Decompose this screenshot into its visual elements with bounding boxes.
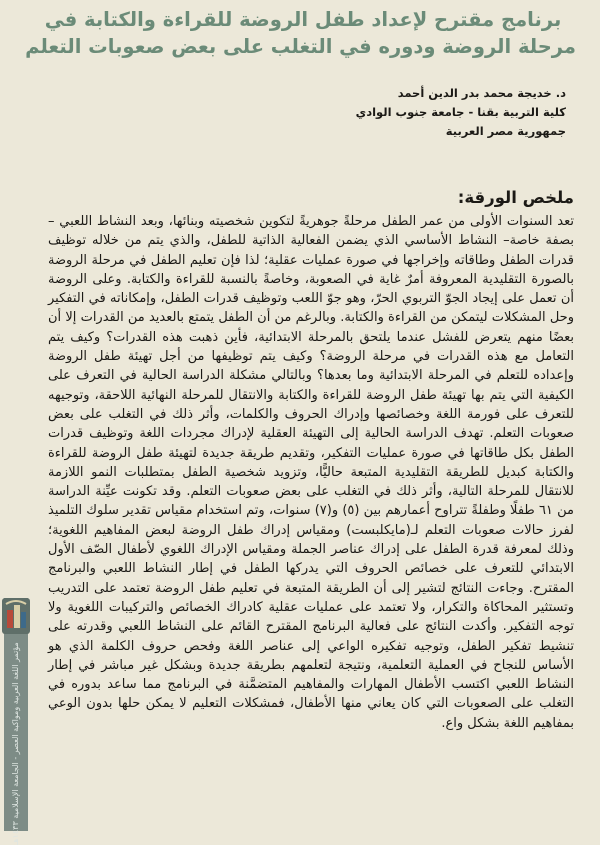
- title-line-2: مرحلة الروضة ودوره في التغلب على بعض صعوبات التعلم: [25, 35, 576, 58]
- conference-logo-icon: [0, 596, 32, 636]
- side-strip-text: مؤتمر اللغة العربية ومواكبة العصر - الجامعة الإسلامية ١٤٣٣هـ: [11, 642, 20, 845]
- title-line-1: برنامج مقترح لإعداد طفل الروضة للقراءة والكتابة في: [44, 8, 562, 31]
- author-affiliation: كلية التربية بقنا - جامعة جنوب الوادي: [355, 105, 566, 119]
- page-title: [25, 6, 576, 60]
- abstract-body: تعد السنوات الأولى من عمر الطفل مرحلةً جوهريةً لتكوين شخصيته وبنائها، وبعد النشاط اللعبي – بصفة خاصة– النشاط الأساسي الذي يضمن الفعالية الذاتية للطفل، والذي يتم من خلاله توظيف قدرات الطفل وطاقاته وإخراجها في صورة عمليات عقلية؛ لذا فإن تعليم الطفل في مرحلة الروضة بالصورة التقليدية المعروفة أمرٌ غاية في الصعوبة، وخاصةً بالنسبة للقراءة والكتابة. وعلى الروضة أن تعمل على إيجاد الجوّ التربوي الحرّ، وهو جوّ اللعب وتوظيف قدرات الطفل، وإمكاناته في التفكير وحل المشكلات ليتمكن من القراءة والكتابة. وبالرغم من أن الطفل يتمتع بالعديد من القدرات إلا أن بعضًا منهم يتعرض للفشل عندما يلتحق بالمرحلة الابتدائية، فأين ذهبت هذه القدرات؟ وكيف يتم التعامل مع هذه القدرات في مرحلة الروضة؟ وكيف يتم توظيفها من أجل تهيئة طفل الروضة وإعداده للتعلم في المرحلة الابتدائية وما بعدها؟ وبالتالي مشكلة الدراسة الحالية في التعرف على الكيفية التي يتم بها تهيئة طفل الروضة للقراءة والكتابة والانتقال للمرحلة النهائية اللاحقة، وتوجيهه للتعرف على فورمة اللغة وخصائصها وإدراك الحروف والكلمات، وأثر ذلك في التغلب على بعض صعوبات التعلم. تهدف الدراسة الحالية إلى التهيئة العقلية لإدراك مجردات اللغة وتوظيف قدرات الطفل بكل طاقاتها في صورة عمليات التفكير، وتقديم طريقة جديدة لتهيئة طفل الروضة للقراءة والكتابة كبديل للطريقة التقليدية المتبعة حاليًّا، وتزويد شخصية الطفل بمتطلبات النمو اللازمة للانتقال للمرحلة التالية، وأثر ذلك في التغلب على بعض صعوبات التعلم. وقد تكونت عيِّنة الدراسة من ٦١ طفلًا وطفلةً تتراوح أعمارهم بين (٥) و(٧) سنوات، وتم استخدام مقياس تقدير سلوك التلميذ لفرز حالات صعوبات التعلم لـ(مايكلبست) ومقياس إدراك طفل الروضة لبعض المفاهيم اللغوية؛ وذلك لمعرفة قدرة الطفل على إدراك عناصر الجملة ومقياس الإدراك اللغوي لأطفال الصّف الأول الابتدائي للتعرف على خصائص الحروف التي يدركها الطفل في إطار النشاط اللعبي والبرنامج المقترح. وجاءت النتائج لتشير إلى أن الطريقة المتبعة في تعليم طفل الروضة تعتمد على التدريب وتستثير المحاكاة والتكرار، ولا تعتمد على عمليات عقلية كادراك الخصائص والتركيبات اللغوية ولا توجه التفكير. وأكدت النتائج على فعالية البرنامج المقترح القائم على النشاط اللعبي وقدرته على تنشيط تفكير الطفل، وتوجيه تفكيره الواعي إلى عناصر اللغة وفحص حروف الكلمة الذي هو الأساس للنجاح في العملية التعلمية، ونتيجة لتعلمهم بطريقة جديدة وبشكل غير مباشر في إطار النشاط اللعبي اكتسب الأطفال المهارات والمفاهيم المتضمَّنة في البرنامج مما ساعد بدوره في التغلب على الصعوبات التي كان يعاني منها الأطفال، فمشكلات التعليم لا يمكن حلها بدون الوعي بمفاهيم اللغة بشكل واع.: [48, 214, 574, 731]
- author-block: [356, 84, 566, 141]
- author-country: جمهورية مصر العربية: [445, 124, 566, 138]
- author-name: د. خديجة محمد بدر الدين أحمد: [397, 86, 566, 100]
- abstract-heading: ملخص الورقة:: [457, 188, 574, 207]
